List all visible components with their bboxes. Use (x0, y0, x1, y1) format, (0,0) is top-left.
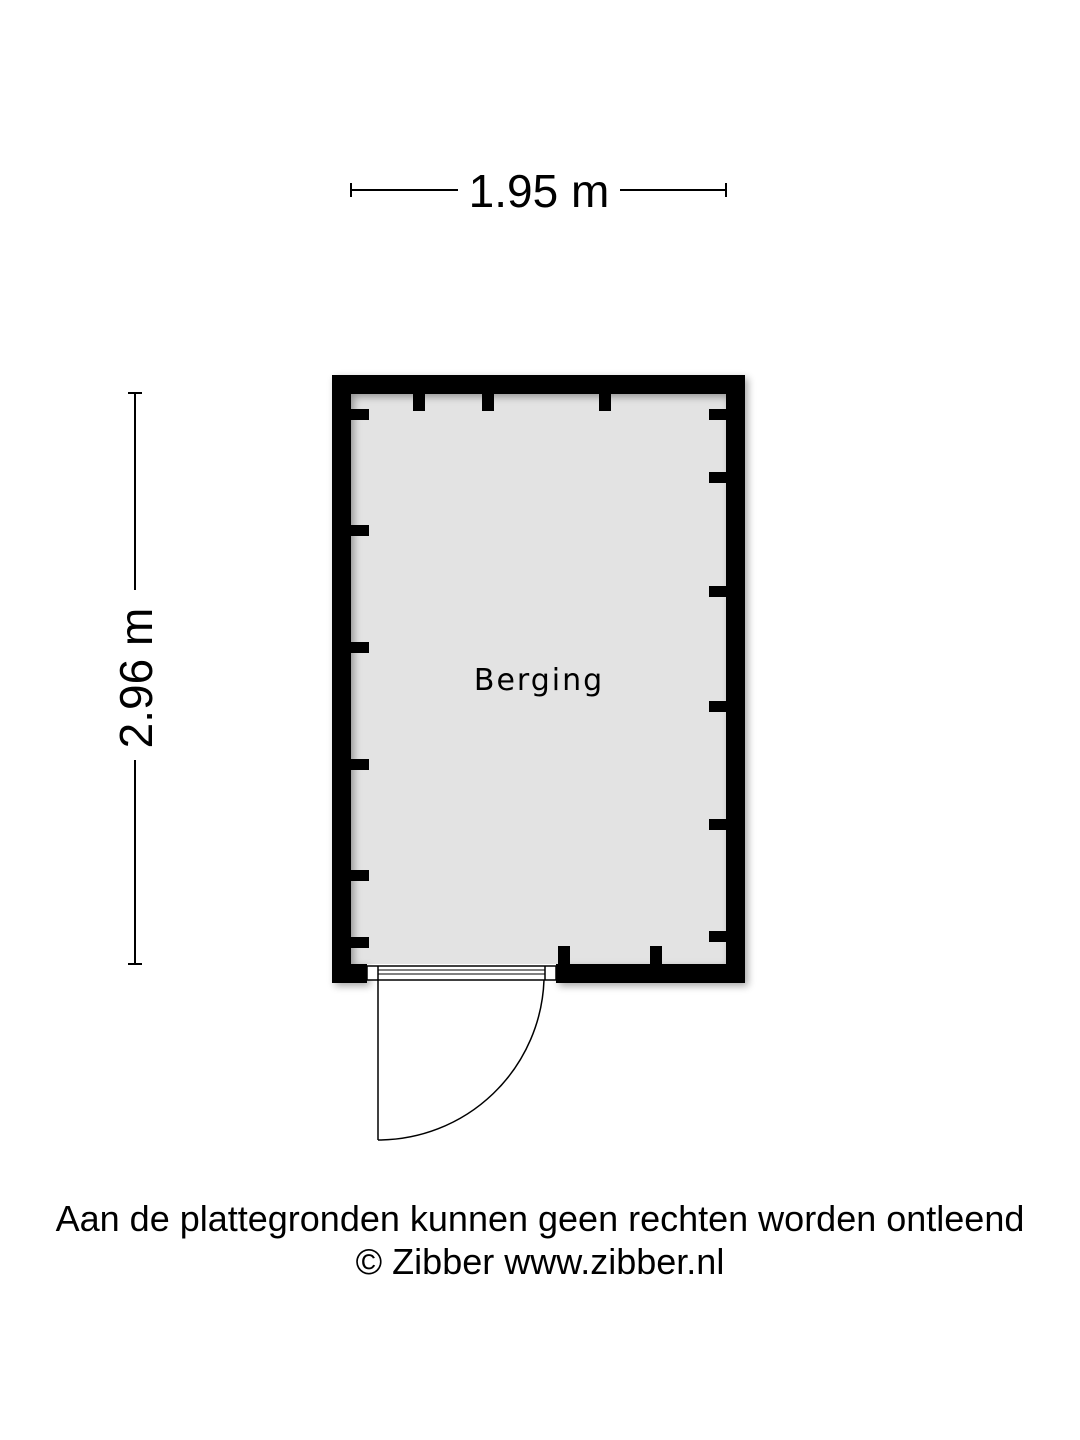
stud (351, 642, 369, 653)
width-dimension (351, 165, 726, 217)
wall-left (332, 375, 351, 983)
stud (709, 701, 726, 712)
stud (351, 870, 369, 881)
door (378, 980, 544, 1140)
height-dimension (110, 393, 162, 964)
stud (482, 393, 494, 411)
stud (709, 586, 726, 597)
door-threshold (367, 966, 556, 980)
stud (351, 759, 369, 770)
stud (351, 409, 369, 420)
stud (709, 472, 726, 483)
stud (599, 393, 611, 411)
stud (558, 946, 570, 964)
stud (351, 937, 369, 948)
door-frame (367, 966, 556, 980)
room-label: Berging (473, 663, 605, 698)
wall-right (726, 375, 745, 983)
copyright-text: © Zibber www.zibber.nl (355, 1241, 725, 1282)
height-dimension-label: 2.96 m (110, 607, 162, 749)
room-berging (332, 375, 745, 1140)
stud (709, 409, 726, 420)
wall-top (332, 375, 745, 394)
width-dimension-label: 1.95 m (468, 165, 610, 217)
stud (351, 525, 369, 536)
stud (650, 946, 662, 964)
stud (413, 393, 425, 411)
stud (709, 931, 726, 942)
door-swing-arc (378, 980, 544, 1140)
wall-bottom-left (332, 964, 367, 983)
wall-bottom-right (556, 964, 745, 983)
stud (709, 819, 726, 830)
disclaimer-text: Aan de plattegronden kunnen geen rechten worden ontleend (55, 1198, 1025, 1239)
